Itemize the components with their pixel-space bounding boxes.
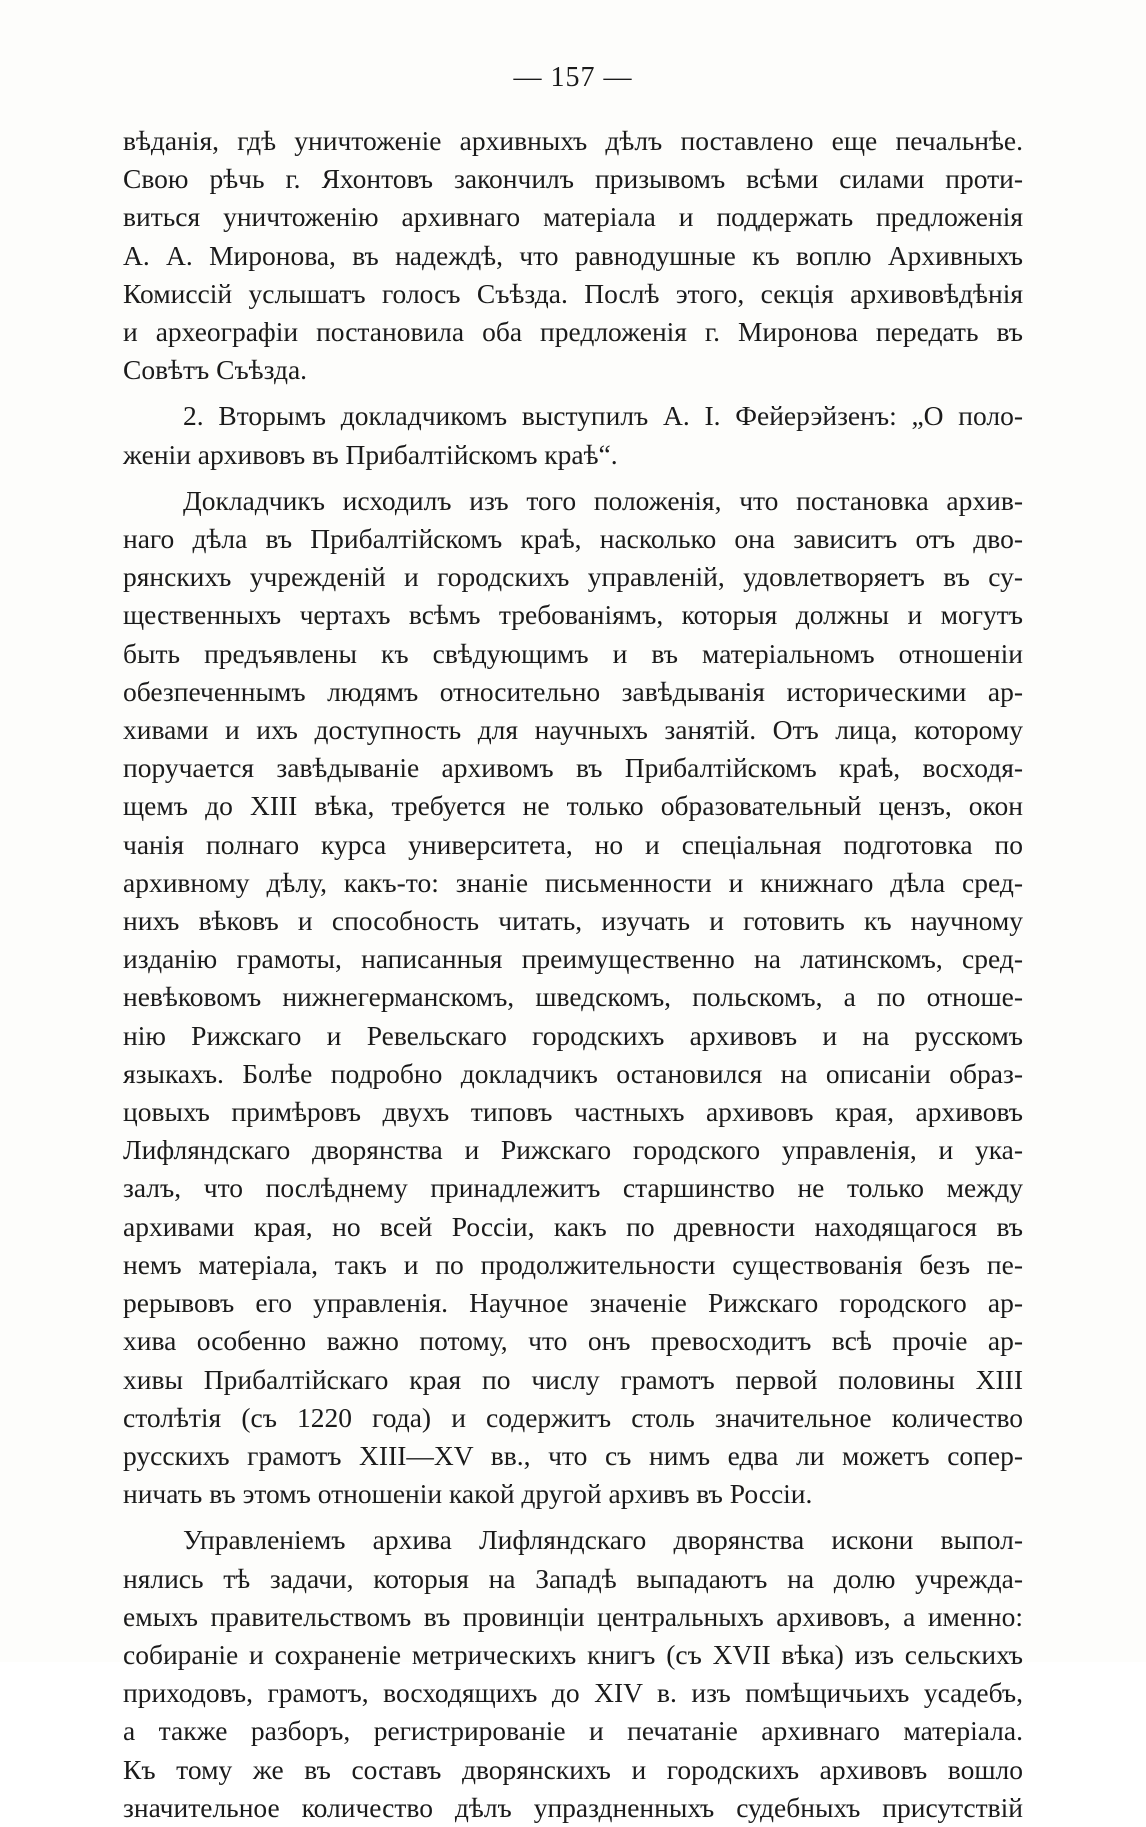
text-line: архивами края, но всей Россіи, какъ по древности находящагося въ	[123, 1210, 1023, 1242]
paragraph	[123, 397, 1023, 473]
text-line: вѣданія, гдѣ уничтоженіе архивныхъ дѣлъ поставлено еще печальнѣе.	[123, 125, 1023, 156]
text-line: Докладчикъ исходилъ изъ того положенія, что постановка архив-	[183, 484, 1023, 516]
text-line: столѣтія (съ 1220 года) и содержитъ столь значительное количество	[123, 1401, 1023, 1433]
text-line: чанія полнаго курса университета, но и спеціальная подготовка по	[123, 828, 1023, 860]
text-line: нію Рижскаго и Ревельскаго городскихъ архивовъ и на русскомъ	[123, 1019, 1023, 1051]
text-line: Свою рѣчь г. Яхонтовъ закончилъ призывомъ всѣми силами проти-	[123, 163, 1023, 195]
text-line: рянскихъ учрежденій и городскихъ управленій, удовлетворяетъ въ су-	[123, 561, 1023, 593]
paragraph	[123, 1521, 1023, 1827]
text-line: хива особенно важно потому, что онъ превосходитъ всѣ прочіе ар-	[123, 1325, 1023, 1357]
text-line: наго дѣла въ Прибалтійскомъ краѣ, насколько она зависитъ отъ дво-	[123, 523, 1023, 555]
text-line: ничать въ этомъ отношеніи какой другой архивъ въ Россіи.	[123, 1478, 813, 1510]
text-line: немъ матеріала, такъ и по продолжительности существованія безъ пе-	[123, 1248, 1023, 1280]
text-line: Къ тому же въ составъ дворянскихъ и городскихъ архивовъ вошло	[123, 1753, 1023, 1785]
text-line: хивами и ихъ доступность для научныхъ занятій. Отъ лица, которому	[123, 714, 1023, 746]
text-line: емыхъ правительствомъ въ провинціи центральныхъ архивовъ, а именно:	[123, 1600, 1023, 1632]
text-line: нялись тѣ задачи, которыя на Западѣ выпадаютъ на долю учрежда-	[123, 1562, 1023, 1594]
text-line: русскихъ грамотъ XIII—XV вв., что съ нимъ едва ли можетъ сопер-	[123, 1439, 1023, 1471]
text-line: языкахъ. Болѣе подробно докладчикъ остановился на описаніи образ-	[123, 1057, 1023, 1089]
text-line: значительное количество дѣлъ упраздненныхъ судебныхъ присутствій	[123, 1791, 1023, 1823]
paragraph	[123, 482, 1023, 1513]
text-line: щественныхъ чертахъ всѣмъ требованіямъ, которыя должны и могутъ	[123, 599, 1023, 631]
text-line: и археографіи постановила оба предложенія г. Миронова передать въ	[123, 316, 1023, 348]
text-line: архивному дѣлу, какъ-то: знаніе письменности и книжнаго дѣла сред-	[123, 866, 1023, 898]
text-line: рерывовъ его управленія. Научное значеніе Рижскаго городского ар-	[123, 1287, 1023, 1319]
text-line: виться уничтоженію архивнаго матеріала и поддержать предложенія	[123, 201, 1023, 233]
text-line: Комиссій услышатъ голосъ Съѣзда. Послѣ этого, секція архивовѣдѣнія	[123, 277, 1023, 309]
text-line: щемъ до XIII вѣка, требуется не только образовательный цензъ, окон	[123, 790, 1023, 822]
text-line: Лифляндскаго дворянства и Рижскаго городского управленія, и ука-	[123, 1134, 1023, 1166]
text-line: Совѣтъ Съѣзда.	[123, 354, 308, 386]
text-line: Управленіемъ архива Лифляндскаго дворянства искони выпол-	[183, 1524, 1023, 1556]
text-body	[123, 122, 1023, 1827]
text-line: невѣковомъ нижнегерманскомъ, шведскомъ, польскомъ, а по отноше-	[123, 981, 1023, 1013]
text-line: изданію грамоты, написанныя преимущественно на латинскомъ, сред-	[123, 943, 1023, 975]
text-line: залъ, что послѣднему принадлежитъ старшинство не только между	[123, 1172, 1023, 1204]
text-line: приходовъ, грамотъ, восходящихъ до XIV в. изъ помѣщичьихъ усадебъ,	[123, 1677, 1023, 1709]
text-line: обезпеченнымъ людямъ относительно завѣдыванія историческими ар-	[123, 675, 1023, 707]
paragraph	[123, 122, 1023, 389]
page-number: — 157 —	[513, 62, 633, 93]
text-line: женіи архивовъ въ Прибалтійскомъ краѣ“.	[123, 438, 618, 470]
text-line: хивы Прибалтійскаго края по числу грамотъ первой половины XIII	[123, 1363, 1023, 1395]
text-line: быть предъявлены къ свѣдующимъ и въ матеріальномъ отношеніи	[123, 637, 1023, 669]
text-line: нихъ вѣковъ и способность читать, изучать и готовить къ научному	[123, 905, 1023, 937]
text-line: А. А. Миронова, въ надеждѣ, что равнодушные къ воплю Архивныхъ	[123, 239, 1023, 271]
text-line: поручается завѣдываніе архивомъ въ Прибалтійскомъ краѣ, восходя-	[123, 752, 1023, 784]
text-line: собираніе и сохраненіе метрическихъ книгъ (съ XVII вѣка) изъ сельскихъ	[123, 1638, 1023, 1670]
text-line: 2. Вторымъ докладчикомъ выступилъ А. І. Фейерэйзенъ: „О поло-	[183, 400, 1023, 432]
text-line: цовыхъ примѣровъ двухъ типовъ частныхъ архивовъ края, архивовъ	[123, 1096, 1023, 1128]
text-line: а также разборъ, регистрированіе и печатаніе архивнаго матеріала.	[123, 1715, 1023, 1747]
